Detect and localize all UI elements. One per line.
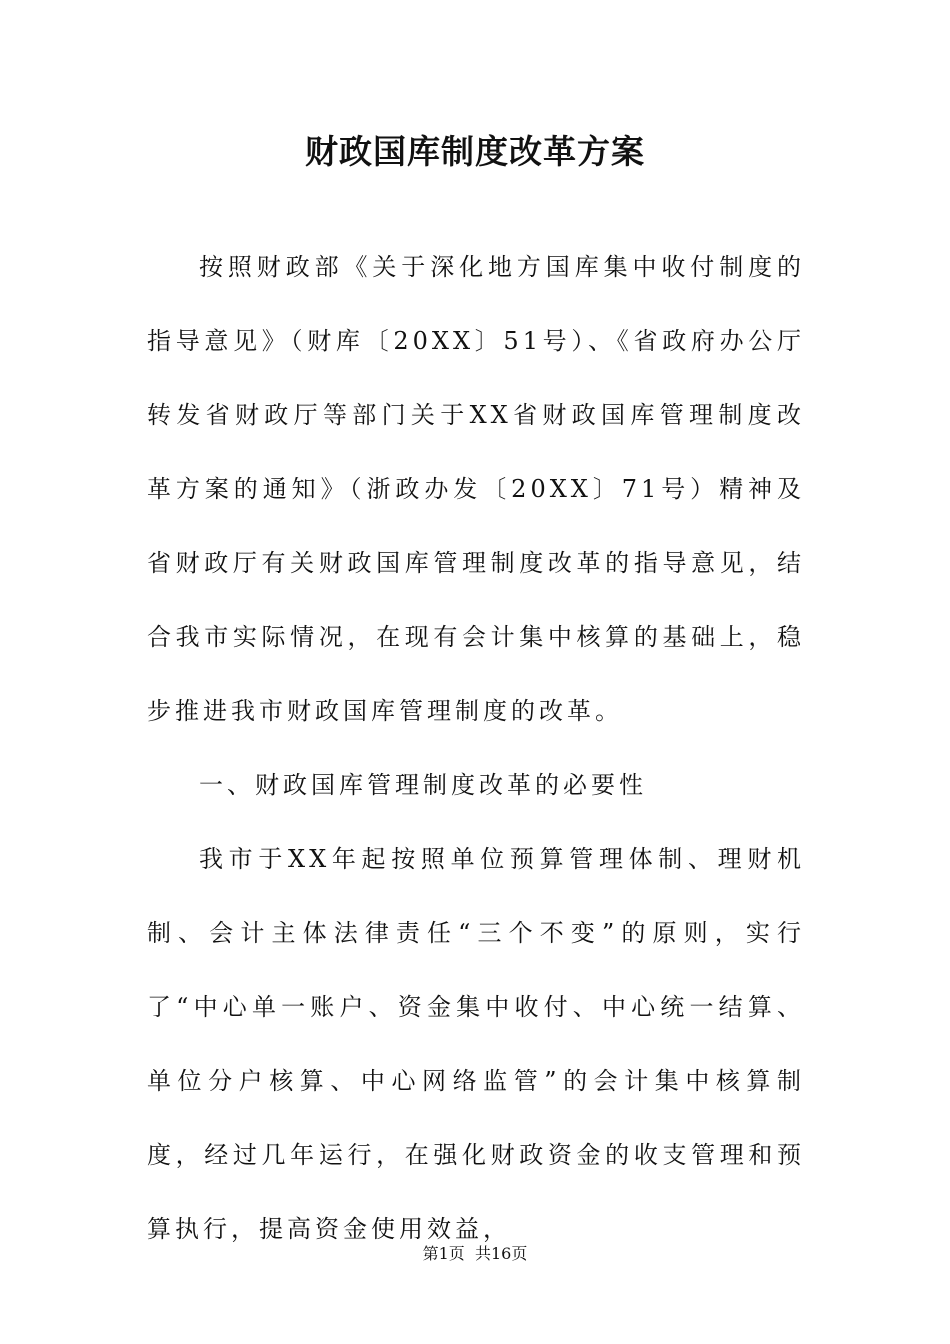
section-heading: 一、财政国库管理制度改革的必要性 — [199, 771, 647, 799]
section-paragraph: 我市于XX年起按照单位预算管理体制、理财机制、会计主体法律责任“三个不变”的原则，实行了“中心单一账户、资金集中收付、中心统一结算、单位分户核算、中心网络监管”的会计集中核算制度，经过几年运行，在强化财政资金的收支管理和预算执行，提高资金使用效益， — [147, 845, 805, 1243]
page-footer — [0, 1242, 950, 1266]
page-total: 共16页 — [474, 1244, 528, 1263]
document-title: 财政国库制度改革方案 — [305, 132, 645, 171]
document-body — [147, 230, 805, 1266]
intro-paragraph: 按照财政部《关于深化地方国库集中收付制度的指导意见》（财库〔20XX〕51号）、《省政府办公厅转发省财政厅等部门关于XX省财政国库管理制度改革方案的通知》（浙政办发〔20XX〕71号）精神及省财政厅有关财政国库管理制度改革的指导意见，结合我市实际情况，在现有会计集中核算的基础上，稳步推进我市财政国库管理制度的改革。 — [147, 253, 805, 725]
page-number: 第1页 — [422, 1244, 465, 1263]
